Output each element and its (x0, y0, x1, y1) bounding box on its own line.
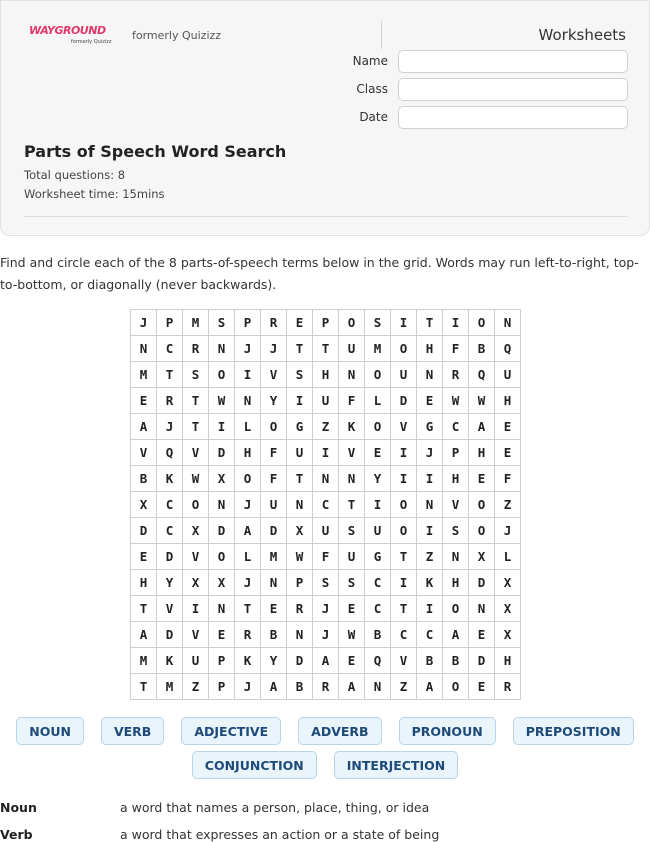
grid-cell: O (443, 674, 469, 700)
word-chip-pronoun: PRONOUN (399, 717, 496, 745)
name-label: Name (352, 54, 388, 68)
grid-row (131, 414, 521, 440)
grid-cell: X (183, 570, 209, 596)
grid-cell: R (157, 388, 183, 414)
grid-cell: A (417, 674, 443, 700)
grid-cell: I (209, 414, 235, 440)
grid-cell: J (235, 674, 261, 700)
grid-cell: J (417, 440, 443, 466)
grid-cell: P (157, 310, 183, 336)
grid-cell: P (443, 440, 469, 466)
grid-cell: S (313, 570, 339, 596)
grid-cell: H (443, 466, 469, 492)
grid-cell: E (131, 544, 157, 570)
grid-cell: W (183, 466, 209, 492)
grid-row (131, 492, 521, 518)
grid-cell: M (157, 674, 183, 700)
grid-row (131, 310, 521, 336)
worksheet-header (0, 0, 650, 236)
grid-cell: E (495, 440, 521, 466)
grid-cell: U (313, 518, 339, 544)
grid-row (131, 518, 521, 544)
grid-cell: S (365, 310, 391, 336)
grid-cell: X (495, 596, 521, 622)
class-label: Class (356, 82, 388, 96)
grid-cell: V (183, 622, 209, 648)
grid-cell: B (365, 622, 391, 648)
grid-cell: I (417, 466, 443, 492)
grid-cell: S (209, 310, 235, 336)
grid-cell: P (209, 674, 235, 700)
grid-cell: N (495, 310, 521, 336)
grid-row (131, 544, 521, 570)
grid-cell: B (131, 466, 157, 492)
grid-cell: D (469, 648, 495, 674)
word-search-grid (130, 309, 521, 700)
grid-cell: X (209, 466, 235, 492)
grid-cell: T (183, 414, 209, 440)
grid-cell: I (391, 466, 417, 492)
grid-cell: X (495, 570, 521, 596)
grid-row (131, 674, 521, 700)
grid-cell: H (495, 388, 521, 414)
grid-cell: E (339, 648, 365, 674)
grid-cell: A (131, 414, 157, 440)
definition-term: Noun (0, 800, 37, 815)
grid-cell: P (287, 570, 313, 596)
grid-cell: F (495, 466, 521, 492)
worksheet-time: Worksheet time: 15mins (24, 187, 165, 201)
grid-cell: T (235, 596, 261, 622)
grid-cell: O (469, 518, 495, 544)
grid-cell: R (495, 674, 521, 700)
grid-cell: N (287, 622, 313, 648)
grid-cell: E (209, 622, 235, 648)
grid-cell: E (495, 414, 521, 440)
grid-cell: A (261, 674, 287, 700)
grid-cell: V (157, 596, 183, 622)
grid-cell: D (157, 544, 183, 570)
grid-cell: D (287, 648, 313, 674)
word-chip-verb: VERB (101, 717, 164, 745)
grid-cell: O (469, 492, 495, 518)
grid-cell: J (235, 570, 261, 596)
grid-cell: C (417, 622, 443, 648)
grid-row (131, 336, 521, 362)
grid-cell: T (183, 388, 209, 414)
grid-cell: I (443, 310, 469, 336)
grid-cell: N (339, 362, 365, 388)
grid-cell: X (209, 570, 235, 596)
grid-cell: E (339, 596, 365, 622)
grid-cell: Z (183, 674, 209, 700)
definition-text: a word that expresses an action or a state of being (120, 827, 440, 842)
grid-cell: J (261, 336, 287, 362)
logo-subtext: formerly Quizizz (71, 39, 112, 45)
grid-cell: X (183, 518, 209, 544)
grid-cell: C (391, 622, 417, 648)
grid-cell: X (495, 622, 521, 648)
grid-cell: V (391, 648, 417, 674)
grid-cell: W (287, 544, 313, 570)
grid-cell: I (391, 440, 417, 466)
grid-row (131, 596, 521, 622)
grid-cell: J (495, 518, 521, 544)
grid-cell: I (183, 596, 209, 622)
grid-cell: I (235, 362, 261, 388)
grid-cell: M (261, 544, 287, 570)
grid-cell: C (157, 518, 183, 544)
grid-cell: F (313, 544, 339, 570)
grid-cell: H (131, 570, 157, 596)
grid-cell: K (235, 648, 261, 674)
grid-cell: D (209, 518, 235, 544)
grid-cell: H (495, 648, 521, 674)
grid-cell: S (339, 570, 365, 596)
grid-cell: E (365, 440, 391, 466)
grid-cell: N (261, 570, 287, 596)
grid-cell: D (157, 622, 183, 648)
grid-row (131, 362, 521, 388)
grid-cell: N (417, 362, 443, 388)
grid-cell: Z (391, 674, 417, 700)
grid-row (131, 622, 521, 648)
grid-cell: R (287, 596, 313, 622)
grid-cell: V (391, 414, 417, 440)
definition-text: a word that names a person, place, thing, or idea (120, 800, 430, 815)
grid-cell: O (235, 466, 261, 492)
grid-cell: X (469, 544, 495, 570)
word-chip-interjection: INTERJECTION (334, 751, 458, 779)
grid-cell: J (313, 622, 339, 648)
grid-cell: I (365, 492, 391, 518)
grid-cell: O (365, 414, 391, 440)
word-chip-adjective: ADJECTIVE (181, 717, 281, 745)
grid-cell: X (287, 518, 313, 544)
grid-cell: P (235, 310, 261, 336)
grid-cell: V (183, 544, 209, 570)
grid-cell: O (469, 310, 495, 336)
grid-cell: A (339, 674, 365, 700)
word-bank-row (0, 717, 650, 745)
grid-cell: G (365, 544, 391, 570)
grid-cell: Z (495, 492, 521, 518)
grid-row (131, 648, 521, 674)
grid-cell: N (443, 544, 469, 570)
grid-cell: O (391, 336, 417, 362)
grid-cell: H (443, 570, 469, 596)
grid-cell: R (313, 674, 339, 700)
grid-cell: A (313, 648, 339, 674)
grid-cell: W (469, 388, 495, 414)
grid-cell: F (339, 388, 365, 414)
grid-cell: I (313, 440, 339, 466)
grid-cell: T (313, 336, 339, 362)
grid-cell: S (339, 518, 365, 544)
grid-cell: R (443, 362, 469, 388)
grid-cell: D (131, 518, 157, 544)
grid-cell: H (469, 440, 495, 466)
grid-cell: N (209, 492, 235, 518)
grid-cell: S (287, 362, 313, 388)
grid-cell: Q (365, 648, 391, 674)
word-bank-row (0, 751, 650, 779)
grid-cell: O (209, 362, 235, 388)
grid-cell: N (313, 466, 339, 492)
grid-cell: L (365, 388, 391, 414)
instructions-text: Find and circle each of the 8 parts-of-speech terms below in the grid. Words may run left-to-right, top-to-bottom, or diagonally (never backwards). (0, 255, 639, 292)
grid-cell: Z (313, 414, 339, 440)
grid-cell: D (391, 388, 417, 414)
grid-cell: E (261, 596, 287, 622)
grid-cell: Y (261, 648, 287, 674)
grid-cell: V (261, 362, 287, 388)
grid-cell: U (365, 518, 391, 544)
logo-wordmark: WAYGROUND (29, 24, 106, 37)
header-divider (381, 21, 382, 49)
grid-cell: N (417, 492, 443, 518)
grid-cell: N (235, 388, 261, 414)
grid-cell: E (469, 466, 495, 492)
grid-cell: E (417, 388, 443, 414)
grid-row (131, 440, 521, 466)
grid-cell: I (287, 388, 313, 414)
grid-cell: D (209, 440, 235, 466)
grid-cell: B (261, 622, 287, 648)
grid-cell: Z (417, 544, 443, 570)
grid-cell: W (209, 388, 235, 414)
grid-cell: T (157, 362, 183, 388)
grid-cell: C (443, 414, 469, 440)
grid-cell: Q (469, 362, 495, 388)
grid-cell: V (131, 440, 157, 466)
grid-cell: E (469, 674, 495, 700)
grid-cell: A (131, 622, 157, 648)
worksheets-label: Worksheets (538, 26, 626, 44)
word-chip-preposition: PREPOSITION (513, 717, 634, 745)
grid-cell: T (339, 492, 365, 518)
grid-cell: O (209, 544, 235, 570)
grid-cell: B (469, 336, 495, 362)
grid-cell: H (313, 362, 339, 388)
grid-cell: T (391, 544, 417, 570)
grid-cell: L (235, 544, 261, 570)
grid-cell: E (131, 388, 157, 414)
grid-cell: I (391, 570, 417, 596)
word-chip-adverb: ADVERB (298, 717, 381, 745)
grid-cell: J (235, 492, 261, 518)
word-chip-conjunction: CONJUNCTION (192, 751, 317, 779)
grid-cell: U (391, 362, 417, 388)
grid-cell: F (261, 466, 287, 492)
formerly-label: formerly Quizizz (132, 29, 222, 42)
grid-cell: I (417, 596, 443, 622)
grid-cell: I (417, 518, 443, 544)
grid-row (131, 388, 521, 414)
grid-cell: M (365, 336, 391, 362)
date-field[interactable] (398, 106, 628, 129)
grid-cell: B (417, 648, 443, 674)
grid-cell: K (339, 414, 365, 440)
grid-cell: A (235, 518, 261, 544)
grid-cell: N (131, 336, 157, 362)
grid-cell: O (261, 414, 287, 440)
grid-cell: V (183, 440, 209, 466)
grid-cell: M (131, 362, 157, 388)
grid-cell: O (339, 310, 365, 336)
grid-cell: U (183, 648, 209, 674)
grid-cell: R (261, 310, 287, 336)
grid-cell: O (183, 492, 209, 518)
grid-cell: V (339, 440, 365, 466)
grid-cell: N (209, 596, 235, 622)
grid-cell: W (443, 388, 469, 414)
grid-cell: X (131, 492, 157, 518)
definition-term: Verb (0, 827, 33, 842)
grid-cell: S (183, 362, 209, 388)
grid-cell: R (183, 336, 209, 362)
grid-cell: U (261, 492, 287, 518)
grid-cell: M (131, 648, 157, 674)
grid-cell: R (235, 622, 261, 648)
grid-cell: C (365, 596, 391, 622)
grid-cell: F (443, 336, 469, 362)
grid-cell: C (313, 492, 339, 518)
grid-cell: Y (157, 570, 183, 596)
worksheet-title: Parts of Speech Word Search (24, 142, 287, 161)
word-chip-noun: NOUN (16, 717, 84, 745)
grid-cell: N (287, 492, 313, 518)
grid-cell: N (469, 596, 495, 622)
grid-cell: U (339, 336, 365, 362)
grid-cell: U (313, 388, 339, 414)
grid-cell: Q (157, 440, 183, 466)
grid-cell: M (183, 310, 209, 336)
grid-cell: G (287, 414, 313, 440)
grid-cell: H (235, 440, 261, 466)
grid-cell: K (417, 570, 443, 596)
grid-cell: T (287, 466, 313, 492)
grid-cell: Y (365, 466, 391, 492)
grid-cell: C (157, 336, 183, 362)
grid-cell: P (209, 648, 235, 674)
grid-cell: J (131, 310, 157, 336)
grid-cell: E (287, 310, 313, 336)
grid-cell: U (339, 544, 365, 570)
grid-cell: T (391, 596, 417, 622)
wayground-logo (29, 23, 119, 47)
grid-cell: J (157, 414, 183, 440)
grid-row (131, 570, 521, 596)
header-separator (24, 216, 628, 217)
grid-cell: A (469, 414, 495, 440)
grid-cell: N (209, 336, 235, 362)
grid-cell: Q (495, 336, 521, 362)
grid-cell: V (443, 492, 469, 518)
grid-cell: N (339, 466, 365, 492)
grid-cell: N (365, 674, 391, 700)
grid-cell: O (365, 362, 391, 388)
grid-cell: T (131, 596, 157, 622)
grid-cell: P (313, 310, 339, 336)
grid-cell: O (443, 596, 469, 622)
grid-cell: T (287, 336, 313, 362)
date-label: Date (359, 110, 388, 124)
grid-cell: A (443, 622, 469, 648)
grid-row (131, 466, 521, 492)
grid-cell: T (131, 674, 157, 700)
grid-cell: W (339, 622, 365, 648)
grid-cell: E (469, 622, 495, 648)
grid-cell: L (235, 414, 261, 440)
grid-cell: T (417, 310, 443, 336)
grid-cell: C (365, 570, 391, 596)
total-questions: Total questions: 8 (24, 168, 126, 182)
grid-cell: B (443, 648, 469, 674)
grid-cell: H (417, 336, 443, 362)
grid-cell: B (287, 674, 313, 700)
grid-cell: U (495, 362, 521, 388)
grid-cell: I (391, 310, 417, 336)
grid-cell: Y (261, 388, 287, 414)
grid-cell: C (157, 492, 183, 518)
grid-cell: F (261, 440, 287, 466)
grid-cell: K (157, 466, 183, 492)
grid-cell: O (391, 492, 417, 518)
grid-cell: D (469, 570, 495, 596)
grid-cell: G (417, 414, 443, 440)
grid-cell: K (157, 648, 183, 674)
grid-cell: U (287, 440, 313, 466)
grid-cell: L (495, 544, 521, 570)
grid-cell: J (313, 596, 339, 622)
grid-cell: S (443, 518, 469, 544)
grid-cell: J (235, 336, 261, 362)
grid-cell: D (261, 518, 287, 544)
class-field[interactable] (398, 78, 628, 101)
grid-cell: O (391, 518, 417, 544)
name-field[interactable] (398, 50, 628, 73)
